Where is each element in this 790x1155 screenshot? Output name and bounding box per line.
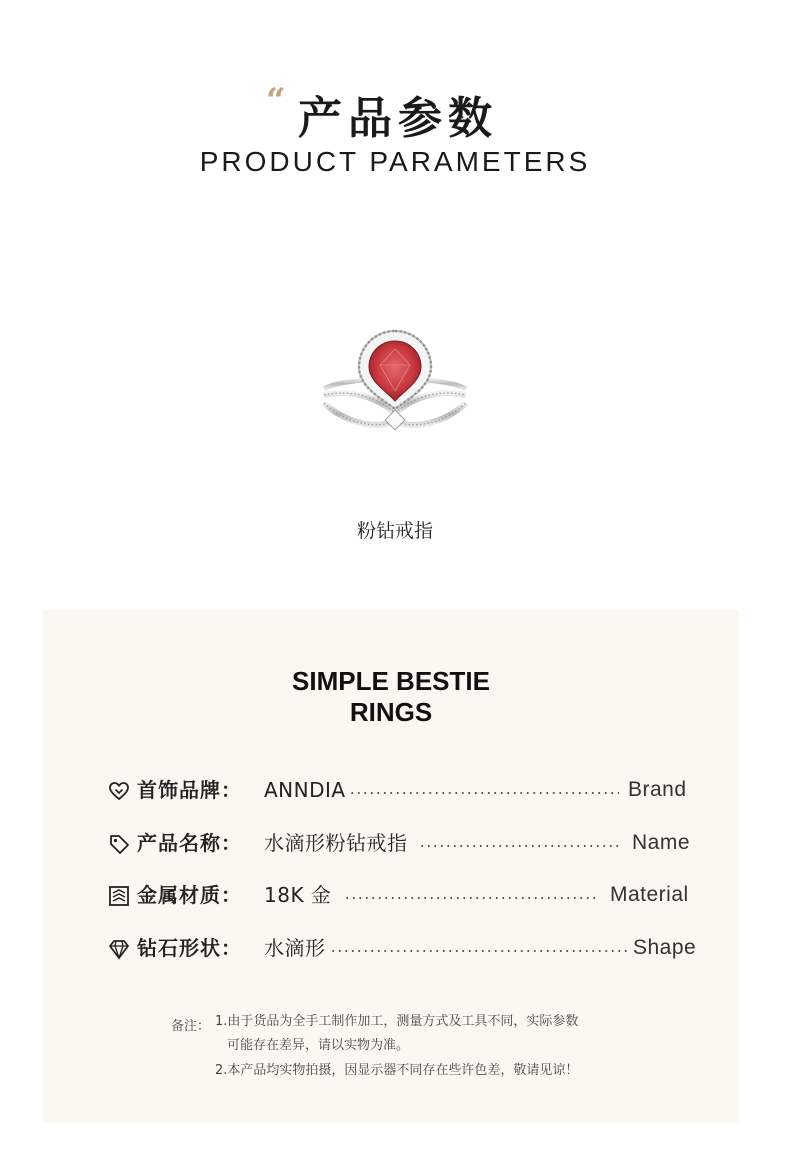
param-value-shape: 水滴形 — [264, 936, 326, 960]
panel-title-line1: SIMPLE BESTIE — [292, 666, 490, 696]
dot-leader — [344, 897, 598, 899]
param-label-material: 金属材质： — [137, 883, 242, 907]
notes-line-2: 可能存在差异，请以实物为准。 — [227, 1038, 410, 1053]
panel-title — [43, 666, 739, 728]
notes-line-3: 2.本产品均实物拍摄，因显示器不同存在些许色差，敬请见谅！ — [215, 1063, 579, 1078]
param-en-name: Name — [632, 831, 691, 854]
param-en-material: Material — [610, 883, 689, 906]
product-caption: 粉钻戒指 — [356, 520, 433, 542]
panel-title-line2: RINGS — [349, 697, 433, 727]
layers-icon — [107, 884, 131, 908]
param-row-material — [107, 880, 707, 910]
param-value-brand: ANNDIA — [264, 778, 346, 802]
param-en-brand: Brand — [628, 778, 687, 801]
quote-mark: “ — [266, 81, 286, 121]
ring-image — [318, 325, 472, 437]
diamond-icon — [107, 937, 131, 961]
notes-line-1: 1.由于货品为全手工制作加工，测量方式及工具不同，实际参数 — [215, 1014, 579, 1029]
dot-leader — [330, 950, 628, 952]
param-label-brand: 首饰品牌： — [137, 778, 242, 802]
dot-leader — [419, 845, 621, 847]
param-row-brand — [107, 775, 707, 805]
parameters-panel — [43, 610, 739, 1123]
page-subtitle: PRODUCT PARAMETERS — [199, 146, 591, 177]
page-title: 产品参数 — [298, 93, 498, 144]
tag-icon — [107, 832, 131, 856]
notes-label: 备注： — [171, 1019, 211, 1034]
param-value-name: 水滴形粉钻戒指 — [264, 831, 408, 855]
dot-leader — [349, 792, 619, 794]
param-row-name — [107, 828, 707, 858]
param-row-shape — [107, 933, 707, 963]
param-label-name: 产品名称： — [137, 831, 242, 855]
param-label-shape: 钻石形状： — [137, 936, 242, 960]
param-value-material: 18K 金 — [264, 883, 332, 907]
header — [0, 0, 790, 200]
param-en-shape: Shape — [633, 936, 697, 959]
heart-icon — [107, 779, 131, 803]
